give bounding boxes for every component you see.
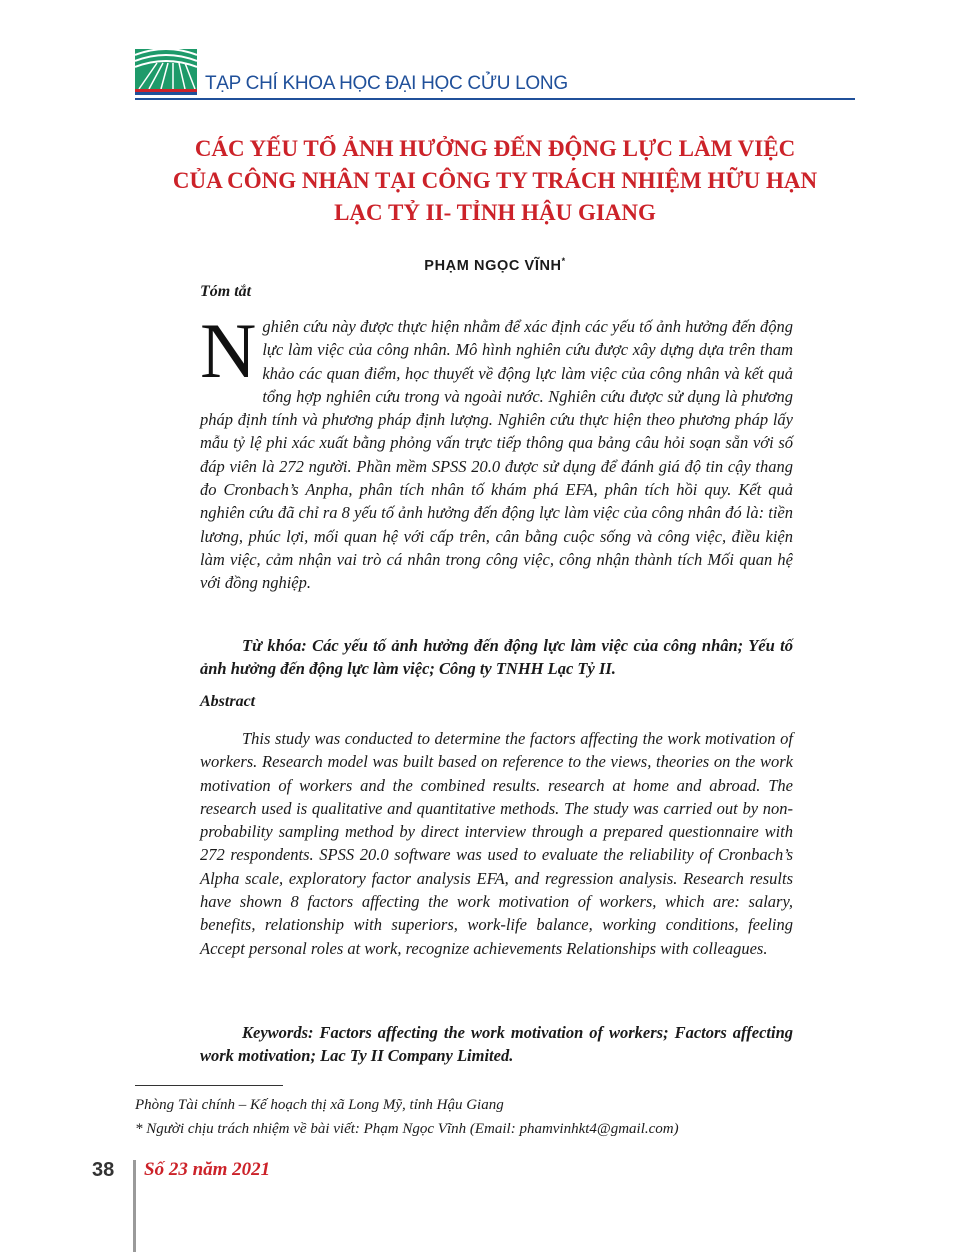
author-name [150,256,840,274]
keywords-english: Keywords: Factors affecting the work motivation of workers; Factors affecting work motivation; Lac Ty II Company Limited. [200,1023,793,1066]
title-line-3: LẠC TỶ II- TỈNH HẬU GIANG [334,200,656,225]
footnote-corresponding-author: * Người chịu trách nhiệm về bài viết: Phạm Ngọc Vĩnh (Email: phamvinhkt4@gmail.com) [135,1121,679,1137]
abstract-paragraph: This study was conducted to determine the factors affecting the work motivation of workers. Research model was built based on reference to the views, theories on the work motivation of workers and the combined results. research at home and abroad. The research used is qualitative and quantitative methods. The study was carried out by non-probability sampling method by direct interview through a prepared questionnaire with 272 respondents. SPSS 20.0 software was used to evaluate the reliability of Cronbach’s Alpha scale, exploratory factor analysis EFA, and regression analysis. Research results have shown 8 factors affecting the work motivation of workers, which are: salary, benefits, relationship with superiors, work-life balance, working conditions, feeling Accept personal roles at work, recognize achievements Relationships with colleagues. [200,729,793,958]
footnote-rule [135,1085,283,1086]
article-title [150,133,840,229]
page-number: 38 [92,1159,115,1181]
keywords-vietnamese: Từ khóa: Các yếu tố ảnh hưởng đến động lực làm việc của công nhân; Yếu tố ảnh hưởng đến động lực làm việc; Công ty TNHH Lạc Tỷ II. [200,636,793,679]
drop-cap: N [200,307,257,394]
author-text: PHẠM NGỌC VĨNH [424,257,562,274]
summary-heading: Tóm tắt [200,283,252,300]
journal-logo [135,49,197,95]
journal-name: TẠP CHÍ KHOA HỌC ĐẠI HỌC CỬU LONG [205,73,568,94]
summary-text: ghiên cứu này được thực hiện nhằm để xác định các yếu tố ảnh hưởng đến động lực làm việc của công nhân. Mô hình nghiên cứu được xây dựng dựa trên tham khảo các quan điểm, học thuyết về động lực làm việc của công nhân và kết quả tổng hợp nghiên cứu trong và ngoài nước. Nghiên cứu được sử dụng là phương pháp định tính và phương pháp định lượng. Nghiên cứu thực hiện theo phương pháp lấy mẫu tỷ lệ phi xác xuất bằng phỏng vấn trực tiếp thông qua bảng câu hỏi soạn sẵn với số đáp viên là 272 người. Phần mềm SPSS 20.0 được sử dụng để đánh giá độ tin cậy thang đo Cronbach’s Anpha, phân tích nhân tố khám phá EFA, phân tích hồi quy. Kết quả nghiên cứu đã chỉ ra 8 yếu tố ảnh hưởng đến động lực làm việc của công nhân đó là: tiền lương, phúc lợi, mối quan hệ với cấp trên, cân bằng cuộc sống và công việc, điều kiện làm việc, cảm nhận vai trò cá nhân trong công việc, công nhận thành tích Mối quan hệ với đồng nghiệp. [200,317,793,593]
footer-bar [133,1160,136,1252]
title-line-1: CÁC YẾU TỐ ẢNH HƯỞNG ĐẾN ĐỘNG LỰC LÀM VIỆC [194,136,796,161]
summary-paragraph [200,307,793,595]
header-rule [135,98,855,100]
abstract-heading: Abstract [200,693,256,710]
footnote-affiliation: Phòng Tài chính – Kế hoạch thị xã Long Mỹ, tỉnh Hậu Giang [135,1097,504,1113]
issue-label: Số 23 năm 2021 [144,1159,271,1180]
title-line-2: CỦA CÔNG NHÂN TẠI CÔNG TY TRÁCH NHIỆM HỮU HẠN [172,168,818,193]
author-mark: * [561,256,566,266]
